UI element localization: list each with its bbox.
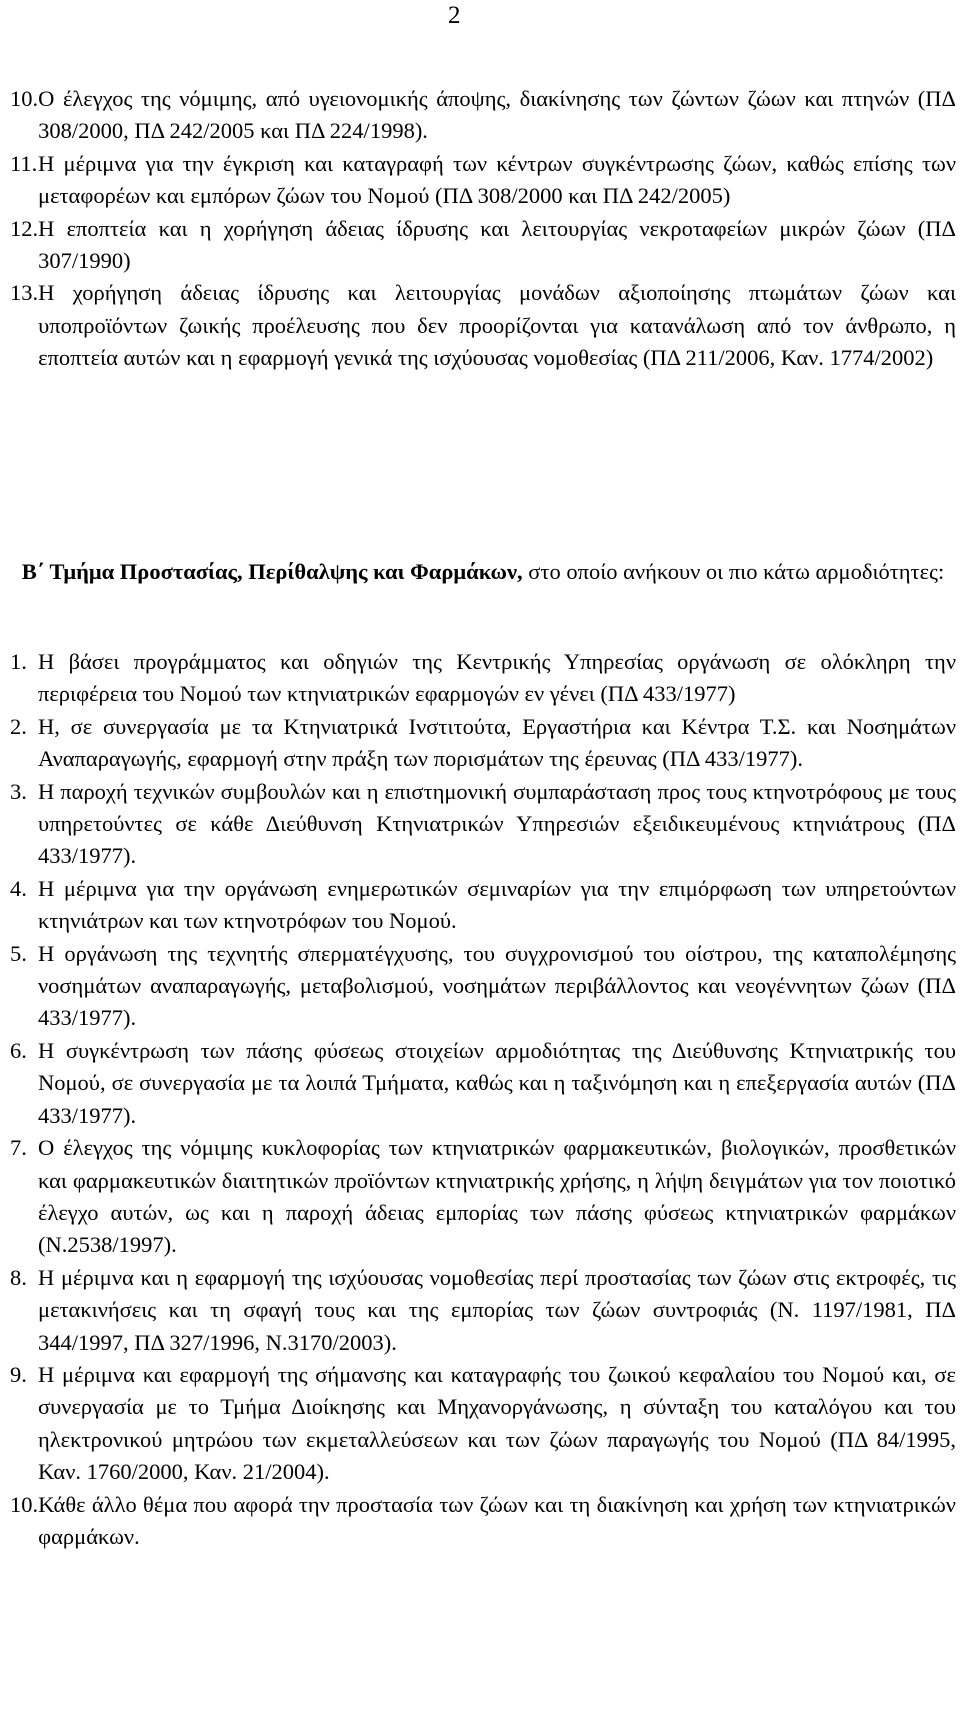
list-item <box>10 1359 956 1489</box>
list-item-number: 11. <box>10 150 38 176</box>
list-item-text: Ο έλεγχος της νόμιμης, από υγειονομικής άποψης, διακίνησης των ζώντων ζώων και πτηνών (ΠΔ 308/2000, ΠΔ 242/2005 και ΠΔ 224/1998). <box>38 86 956 144</box>
list-item <box>10 277 956 374</box>
list-item-number: 12. <box>10 215 39 241</box>
list-item-number: 5. <box>10 940 27 966</box>
list-item-text: Η χορήγηση άδειας ίδρυσης και λειτουργίας μονάδων αξιοποίησης πτωμάτων ζώων και υποπροϊόντων ζωικής προέλευσης που δεν προορίζονται για κατανάλωση από τον άνθρωπο, η εποπτεία αυτών και η εφαρμογή γενικά της ισχύουσας νομοθεσίας (ΠΔ 211/2006, Καν. 1774/2002) <box>38 280 956 371</box>
list-item <box>10 213 956 278</box>
list-item-number: 8. <box>10 1264 27 1290</box>
list-item-text: Η παροχή τεχνικών συμβουλών και η επιστημονική συμπαράσταση προς τους κτηνοτρόφους με τους υπηρετούντες σε κάθε Διεύθυνση Κτηνιατρικών Υπηρεσιών εξειδικευμένους κτηνιάτρους (ΠΔ 433/1977). <box>38 778 956 869</box>
list-item <box>10 776 956 873</box>
list-item-text: Η μέριμνα και εφαρμογή της σήμανσης και καταγραφής του ζωικού κεφαλαίου του Νομού και, σε συνεργασία με το Τμήμα Διοίκησης και Μηχανοργάνωσης, η σύνταξη του καταλόγου και του ηλεκτρονικού μητρώου των εκμεταλλεύσεων και των ζώων παραγωγής του Νομού (ΠΔ 84/1995, Καν. 1760/2000, Καν. 21/2004). <box>38 1361 956 1485</box>
list-item <box>10 1132 956 1262</box>
list-item-text: Η εποπτεία και η χορήγηση άδειας ίδρυσης και λειτουργίας νεκροταφείων μικρών ζώων (ΠΔ 307/1990) <box>38 215 956 274</box>
list-item-text: Η, σε συνεργασία με τα Κτηνιατρικά Ινστιτούτα, Εργαστήρια και Κέντρα Τ.Σ. και Νοσημάτων Αναπαραγωγής, εφαρμογή στην πράξη των πορισμάτων της έρευνας (ΠΔ 433/1977). <box>38 713 956 772</box>
list-item-text: Η συγκέντρωση των πάσης φύσεως στοιχείων αρμοδιότητας της Διεύθυνσης Κτηνιατρικής του Νομού, σε συνεργασία με τα λοιπά Τμήματα, καθώς και η ταξινόμηση και η επεξεργασία αυτών (ΠΔ 433/1977). <box>38 1037 956 1128</box>
competencies-list-continued <box>10 83 956 375</box>
list-item-number: 1. <box>10 649 27 674</box>
list-item-text: Κάθε άλλο θέμα που αφορά την προστασία των ζώων και τη διακίνηση και χρήση των κτηνιατρικών φαρμάκων. <box>38 1491 956 1549</box>
list-item-text: Η οργάνωση της τεχνητής σπερματέγχυσης, του συγχρονισμού του οίστρου, της καταπολέμησης νοσημάτων αναπαραγωγής, μεταβολισμού, νοσημάτων περιβάλλοντος και νεογέννητων ζώων (ΠΔ 433/1977). <box>38 940 956 1031</box>
list-item-number: 7. <box>10 1135 27 1161</box>
list-item <box>10 83 956 148</box>
list-item-number: 9. <box>10 1361 27 1387</box>
list-item <box>10 646 956 711</box>
list-item <box>10 711 956 776</box>
list-item <box>10 938 956 1035</box>
section-heading-title: Β΄ Τμήμα Προστασίας, Περίθαλψης και Φαρμάκων, <box>21 559 523 584</box>
list-item <box>10 148 956 213</box>
list-item <box>10 1489 956 1554</box>
list-item-text: Η μέριμνα για την οργάνωση ενημερωτικών σεμιναρίων για την επιμόρφωση των υπηρετούντων κτηνιάτρων και των κτηνοτρόφων του Νομού. <box>38 875 956 934</box>
list-item <box>10 1262 956 1359</box>
list-item-number: 13. <box>10 280 39 306</box>
list-item <box>10 1035 956 1132</box>
list-item-number: 4. <box>10 875 27 901</box>
list-item-number: 10. <box>10 86 39 111</box>
list-item-number: 2. <box>10 713 27 739</box>
department-competencies-list <box>10 646 956 1553</box>
list-item-text: Η μέριμνα και η εφαρμογή της ισχύουσας νομοθεσίας περί προστασίας των ζώων στις εκτροφές, τις μετακινήσεις και τη σφαγή τους και της εμπορίας των ζώων συντροφιάς (Ν. 1197/1981, ΠΔ 344/1997, ΠΔ 327/1996, Ν.3170/2003). <box>38 1264 956 1355</box>
list-item-number: 3. <box>10 778 27 804</box>
section-heading <box>10 554 956 590</box>
section-heading-subtitle: στο οποίο ανήκουν οι πιο κάτω αρμοδιότητες: <box>522 559 945 584</box>
list-item-text: Η μέριμνα για την έγκριση και καταγραφή των κέντρων συγκέντρωσης ζώων, καθώς επίσης των μεταφορέων και εμπόρων ζώων του Νομού (ΠΔ 308/2000 και ΠΔ 242/2005) <box>38 150 956 209</box>
list-item-number: 6. <box>10 1037 27 1063</box>
list-item-number: 10. <box>10 1491 39 1517</box>
list-item-text: Η βάσει προγράμματος και οδηγιών της Κεντρικής Υπηρεσίας οργάνωση σε ολόκληρη την περιφέρεια του Νομού των κτηνιατρικών εφαρμογών εν γένει (ΠΔ 433/1977) <box>38 649 956 707</box>
list-item <box>10 873 956 938</box>
page-number: 2 <box>448 2 461 29</box>
list-item-text: Ο έλεγχος της νόμιμης κυκλοφορίας των κτηνιατρικών φαρμακευτικών, βιολογικών, προσθετικών και φαρμακευτικών διαιτητικών προϊόντων κτηνιατρικής χρήσης, η λήψη δειγμάτων για τον ποιοτικό έλεγχο αυτών, ως και η παροχή άδειας εμπορίας των πάσης φύσεως κτηνιατρικών φαρμάκων (Ν.2538/1997). <box>38 1135 956 1258</box>
